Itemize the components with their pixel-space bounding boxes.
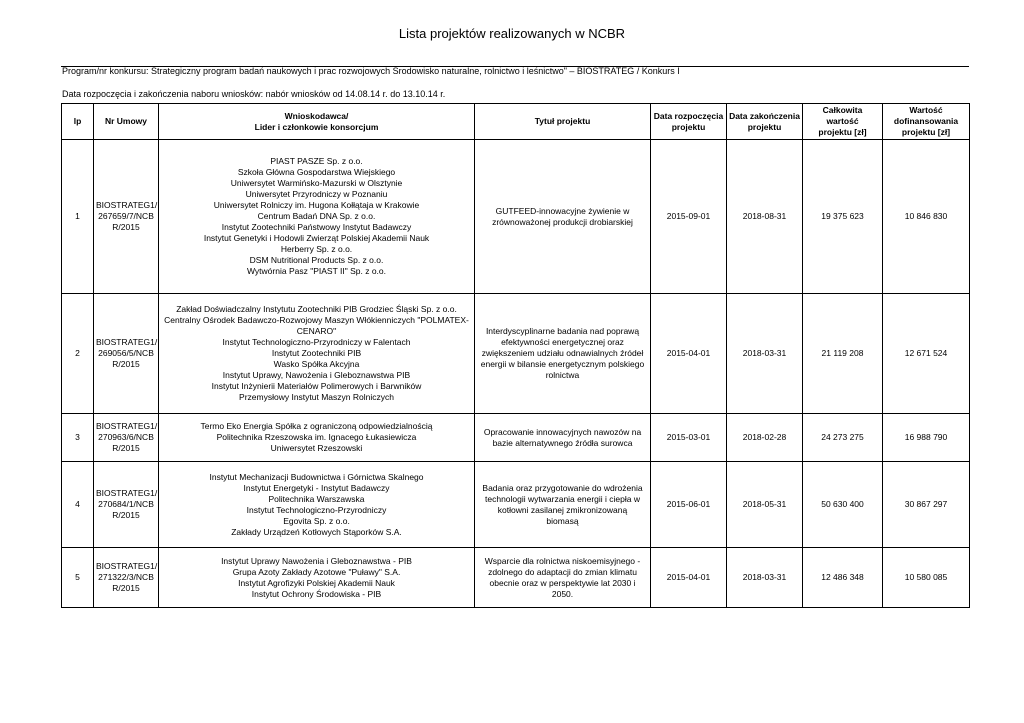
cell-total: 12 486 348 — [803, 548, 883, 608]
cell-consortium — [159, 294, 475, 414]
cell-start: 2015-06-01 — [651, 462, 727, 548]
cell-line: GUTFEED-innowacyjne żywienie w — [495, 205, 630, 216]
cell-funding: 12 671 524 — [883, 294, 970, 414]
cell-line: Wasko Spółka Akcyjna — [273, 359, 360, 369]
cell-line: technologii wytwarzania energii i ciepła w — [485, 493, 640, 504]
header-nr-umowy: Nr Umowy — [94, 104, 159, 140]
cell-line: Instytut Zootechniki PIB — [271, 348, 362, 358]
cell-line: Centrum Badań DNA Sp. z o.o. — [257, 211, 376, 221]
cell-line: rolnictwa — [545, 370, 580, 380]
cell-line: 270963/6/NCB — [98, 432, 154, 442]
table-row — [62, 140, 970, 294]
cell-nr-umowy — [94, 462, 159, 548]
cell-line: Instytut Energetyki - Instytut Badawczy — [243, 482, 390, 493]
cell-line: Instytut Uprawy Nawożenia i Gleboznawstwa - PIB — [221, 555, 412, 566]
projects-table — [61, 103, 970, 608]
cell-line: Termo Eko Energia Spółka z ograniczoną odpowiedzialnością — [200, 421, 433, 431]
cell-line: R/2015 — [112, 359, 140, 369]
cell-total: 19 375 623 — [803, 140, 883, 294]
cell-funding: 30 867 297 — [883, 462, 970, 548]
cell-end: 2018-03-31 — [727, 548, 803, 608]
cell-line: R/2015 — [112, 443, 140, 453]
cell-line: Zakład Doświadczalny Instytutu Zootechniki PIB Grodziec Śląski Sp. z o.o. — [176, 304, 457, 314]
cell-consortium — [159, 140, 475, 294]
cell-project-title — [475, 414, 651, 462]
cell-project-title — [475, 548, 651, 608]
cell-line: zdolnego do adaptacji do zmian klimatu — [488, 566, 637, 577]
cell-line: 2050. — [551, 588, 574, 599]
cell-line: 270684/1/NCB — [98, 499, 154, 509]
cell-line: Uniwersytet Rzeszowski — [270, 443, 363, 453]
table-row — [62, 294, 970, 414]
cell-line: Uniwersytet Rolniczy im. Hugona Kołłątaja w Krakowie — [213, 200, 420, 210]
cell-line: Opracowanie innowacyjnych nawozów na — [483, 426, 642, 437]
cell-start: 2015-04-01 — [651, 294, 727, 414]
header-end-date: Data zakończenia projektu — [727, 104, 803, 140]
cell-start: 2015-03-01 — [651, 414, 727, 462]
cell-line: obecnie oraz w perspektywie lat 2030 i — [489, 577, 636, 588]
cell-line: 269056/5/NCB — [98, 348, 154, 358]
cell-start: 2015-04-01 — [651, 548, 727, 608]
cell-line: Instytut Uprawy, Nawożenia i Gleboznawstwa PIB — [222, 370, 411, 380]
cell-consortium — [159, 548, 475, 608]
cell-line: Instytut Mechanizacji Budownictwa i Górnictwa Skalnego — [209, 471, 424, 482]
cell-line: Szkoła Główna Gospodarstwa Wiejskiego — [237, 167, 396, 177]
cell-line: zrównoważonej produkcji drobiarskiej — [492, 216, 633, 227]
cell-line: BIOSTRATEG1/ — [96, 561, 158, 571]
cell-consortium — [159, 414, 475, 462]
header-total-value: Całkowita wartość projektu [zł] — [803, 104, 883, 140]
table-row — [62, 548, 970, 608]
cell-end: 2018-03-31 — [727, 294, 803, 414]
cell-line: Politechnika Warszawska — [268, 493, 365, 504]
cell-funding: 10 846 830 — [883, 140, 970, 294]
cell-end: 2018-08-31 — [727, 140, 803, 294]
cell-nr-umowy — [94, 294, 159, 414]
cell-funding: 10 580 085 — [883, 548, 970, 608]
cell-line: Wsparcie dla rolnictwa niskoemisyjnego - — [484, 555, 641, 566]
cell-line: Herberry Sp. z o.o. — [280, 244, 353, 254]
cell-lp: 2 — [62, 294, 94, 414]
cell-line: DSM Nutritional Products Sp. z o.o. — [249, 255, 384, 265]
cell-line: biomasą — [546, 515, 579, 526]
program-line: Program/nr konkursu: Strategiczny program badań naukowych i prac rozwojowych Środowisko naturalne, rolnictwo i leśnictwo" – BIOSTRATEG / Konkurs I — [61, 66, 969, 77]
header-lp: lp — [62, 104, 94, 140]
cell-line: Politechnika Rzeszowska im. Ignacego Łukasiewicza — [216, 432, 417, 442]
cell-line: Uniwersytet Warmińsko-Mazurski w Olsztynie — [230, 178, 403, 188]
cell-line: Egovita Sp. z o.o. — [283, 515, 350, 526]
cell-line: bazie alternatywnego źródła surowca — [492, 437, 633, 448]
cell-lp: 5 — [62, 548, 94, 608]
cell-line: Badania oraz przygotowanie do wdrożenia — [482, 482, 643, 493]
cell-line: R/2015 — [112, 510, 140, 520]
cell-line: kotłowni zasilanej zmikronizowaną — [497, 504, 628, 515]
cell-line: Uniwersytet Przyrodniczy w Poznaniu — [245, 189, 388, 199]
cell-line: PIAST PASZE Sp. z o.o. — [270, 156, 363, 166]
cell-line: Zakłady Urządzeń Kotłowych Stąporków S.A. — [231, 526, 402, 537]
cell-line: Przemysłowy Instytut Maszyn Rolniczych — [239, 392, 394, 402]
cell-line: BIOSTRATEG1/ — [96, 200, 158, 210]
cell-lp: 1 — [62, 140, 94, 294]
cell-line: Instytut Inżynierii Materiałów Polimerowych i Barwników — [211, 381, 422, 391]
header-funding-value: Wartość dofinansowania projektu [zł] — [883, 104, 970, 140]
cell-lp: 3 — [62, 414, 94, 462]
cell-funding: 16 988 790 — [883, 414, 970, 462]
cell-line: energii w bilansie energetycznym polskiego — [480, 359, 645, 369]
cell-line: Grupa Azoty Zakłady Azotowe "Puławy" S.A. — [232, 566, 401, 577]
cell-line: Instytut Technologiczno-Przyrodniczy — [246, 504, 387, 515]
cell-line: Interdyscyplinarne badania nad poprawą — [485, 326, 640, 336]
table-header-row — [62, 104, 970, 140]
cell-line: Centralny Ośrodek Badawczo-Rozwojowy Maszyn Włókienniczych "POLMATEX- — [164, 315, 469, 325]
cell-nr-umowy — [94, 548, 159, 608]
cell-lp: 4 — [62, 462, 94, 548]
cell-line: BIOSTRATEG1/ — [96, 337, 158, 347]
cell-line: CENARO" — [296, 326, 337, 336]
cell-nr-umowy — [94, 140, 159, 294]
cell-line: R/2015 — [112, 583, 140, 593]
cell-start: 2015-09-01 — [651, 140, 727, 294]
cell-project-title — [475, 294, 651, 414]
cell-line: efektywności energetycznej oraz — [501, 337, 624, 347]
document-frame — [61, 66, 969, 608]
cell-nr-umowy — [94, 414, 159, 462]
cell-line: 271322/3/NCB — [98, 572, 154, 582]
header-start-date: Data rozpoczęcia projektu — [651, 104, 727, 140]
cell-end: 2018-05-31 — [727, 462, 803, 548]
cell-consortium — [159, 462, 475, 548]
cell-line: R/2015 — [112, 222, 140, 232]
table-row — [62, 462, 970, 548]
cell-line: BIOSTRATEG1/ — [96, 488, 158, 498]
table-row — [62, 414, 970, 462]
dates-line: Data rozpoczęcia i zakończenia naboru wniosków: nabór wniosków od 14.08.14 r. do 13.10.14 r. — [62, 89, 446, 99]
cell-total: 21 119 208 — [803, 294, 883, 414]
cell-project-title — [475, 140, 651, 294]
cell-line: zwiększeniem udziału odnawialnych źródeł — [481, 348, 644, 358]
cell-line: BIOSTRATEG1/ — [96, 421, 158, 431]
cell-line: Instytut Ochrony Środowiska - PIB — [251, 588, 382, 599]
cell-line: Instytut Agrofizyki Polskiej Akademii Nauk — [238, 577, 395, 588]
cell-line: 267659/7/NCB — [98, 211, 154, 221]
page-title: Lista projektów realizowanych w NCBR — [398, 26, 626, 41]
header-wnioskodawca: Wnioskodawca/ Lider i członkowie konsorcjum — [159, 104, 475, 140]
cell-line: Instytut Technologiczno-Przyrodniczy w Falentach — [222, 337, 411, 347]
cell-total: 50 630 400 — [803, 462, 883, 548]
cell-line: Instytut Genetyki i Hodowli Zwierząt Polskiej Akademii Nauk — [203, 233, 430, 243]
cell-total: 24 273 275 — [803, 414, 883, 462]
cell-line: Instytut Zootechniki Państwowy Instytut Badawczy — [221, 222, 412, 232]
cell-line: Wytwórnia Pasz "PIAST II" Sp. z o.o. — [246, 266, 387, 276]
cell-project-title — [475, 462, 651, 548]
header-tytul: Tytuł projektu — [475, 104, 651, 140]
cell-end: 2018-02-28 — [727, 414, 803, 462]
